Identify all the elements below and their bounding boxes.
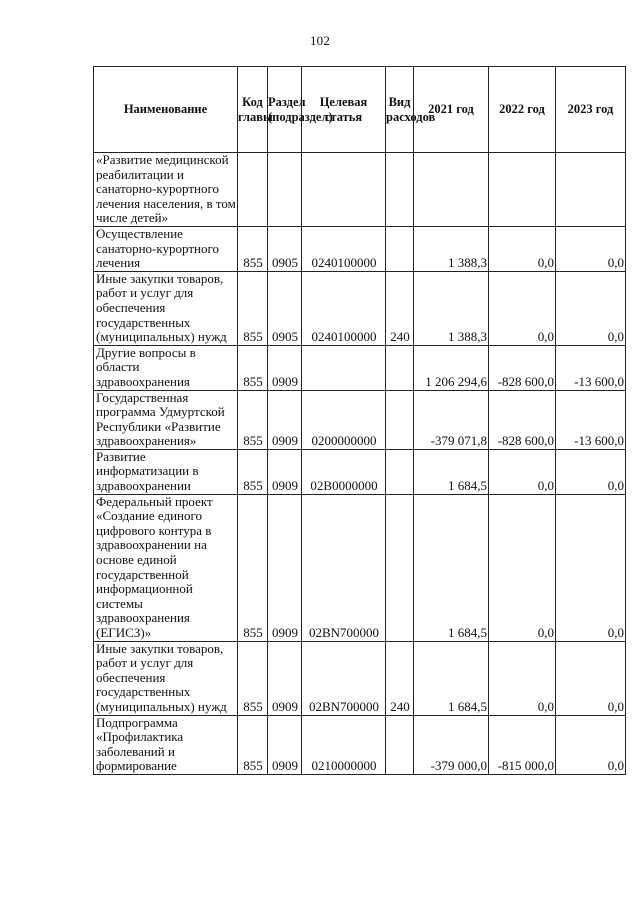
row-section: 0909 xyxy=(268,715,302,774)
header-section: Раздел (подраздел) xyxy=(268,67,302,153)
row-code: 855 xyxy=(238,494,268,641)
row-type xyxy=(386,390,414,449)
row-code: 855 xyxy=(238,271,268,345)
table-row xyxy=(94,449,626,494)
row-2022: 0,0 xyxy=(489,641,556,715)
row-2022: 0,0 xyxy=(489,271,556,345)
row-section: 0909 xyxy=(268,345,302,390)
row-code: 855 xyxy=(238,390,268,449)
row-target: 0240100000 xyxy=(302,226,386,271)
row-target: 0200000000 xyxy=(302,390,386,449)
row-2022: -828 600,0 xyxy=(489,345,556,390)
table-row xyxy=(94,345,626,390)
header-target: Целевая статья xyxy=(302,67,386,153)
row-section: 0909 xyxy=(268,390,302,449)
row-target: 02BN700000 xyxy=(302,641,386,715)
table-row xyxy=(94,390,626,449)
row-section: 0905 xyxy=(268,271,302,345)
row-code: 855 xyxy=(238,226,268,271)
row-2021: -379 071,8 xyxy=(414,390,489,449)
table-row xyxy=(94,226,626,271)
row-name: Осуществление санаторно-курортного лечения xyxy=(94,226,238,271)
row-type xyxy=(386,226,414,271)
row-2023: 0,0 xyxy=(556,641,626,715)
row-type xyxy=(386,153,414,227)
table-row xyxy=(94,271,626,345)
row-section: 0909 xyxy=(268,494,302,641)
row-target: 0240100000 xyxy=(302,271,386,345)
row-name: Подпрограмма «Профилактика заболеваний и формирование xyxy=(94,715,238,774)
row-2021: -379 000,0 xyxy=(414,715,489,774)
header-2023: 2023 год xyxy=(556,67,626,153)
row-type xyxy=(386,345,414,390)
row-2022 xyxy=(489,153,556,227)
table-row xyxy=(94,641,626,715)
row-2021: 1 684,5 xyxy=(414,449,489,494)
row-section: 0909 xyxy=(268,449,302,494)
row-name: Федеральный проект «Создание единого цифрового контура в здравоохранении на основе единой государственной информационной системы здравоохранения (ЕГИСЗ)» xyxy=(94,494,238,641)
row-type xyxy=(386,449,414,494)
row-2023: 0,0 xyxy=(556,271,626,345)
row-2023: 0,0 xyxy=(556,494,626,641)
page-number: 102 xyxy=(309,33,331,48)
header-2021: 2021 год xyxy=(414,67,489,153)
header-name: Наименование xyxy=(94,67,238,153)
row-target: 02B0000000 xyxy=(302,449,386,494)
row-type: 240 xyxy=(386,641,414,715)
row-2021: 1 388,3 xyxy=(414,226,489,271)
row-2022: 0,0 xyxy=(489,226,556,271)
row-2021: 1 206 294,6 xyxy=(414,345,489,390)
header-type: Вид расходов xyxy=(386,67,414,153)
header-2022: 2022 год xyxy=(489,67,556,153)
row-type xyxy=(386,494,414,641)
table-row xyxy=(94,715,626,774)
row-2022: -815 000,0 xyxy=(489,715,556,774)
budget-table xyxy=(93,66,626,775)
row-2023: 0,0 xyxy=(556,226,626,271)
row-2022: 0,0 xyxy=(489,449,556,494)
row-name: Иные закупки товаров, работ и услуг для обеспечения государственных (муниципальных) нужд xyxy=(94,271,238,345)
row-2023: 0,0 xyxy=(556,715,626,774)
row-2022: 0,0 xyxy=(489,494,556,641)
row-type xyxy=(386,715,414,774)
row-code xyxy=(238,153,268,227)
row-2021 xyxy=(414,153,489,227)
row-code: 855 xyxy=(238,641,268,715)
row-name: Развитие информатизации в здравоохранении xyxy=(94,449,238,494)
row-code: 855 xyxy=(238,715,268,774)
row-section: 0909 xyxy=(268,641,302,715)
row-type: 240 xyxy=(386,271,414,345)
row-name: Государственная программа Удмуртской Республики «Развитие здравоохранения» xyxy=(94,390,238,449)
row-2022: -828 600,0 xyxy=(489,390,556,449)
row-section xyxy=(268,153,302,227)
row-code: 855 xyxy=(238,449,268,494)
row-code: 855 xyxy=(238,345,268,390)
table-header-row xyxy=(94,67,626,153)
row-2021: 1 684,5 xyxy=(414,641,489,715)
row-name: Другие вопросы в области здравоохранения xyxy=(94,345,238,390)
row-2021: 1 388,3 xyxy=(414,271,489,345)
row-name: Иные закупки товаров, работ и услуг для обеспечения государственных (муниципальных) нужд xyxy=(94,641,238,715)
row-target xyxy=(302,345,386,390)
row-target xyxy=(302,153,386,227)
row-2023 xyxy=(556,153,626,227)
table-row xyxy=(94,153,626,227)
row-target: 02BN700000 xyxy=(302,494,386,641)
row-name: «Развитие медицинской реабилитации и санаторно-курортного лечения населения, в том числе детей» xyxy=(94,153,238,227)
row-2023: -13 600,0 xyxy=(556,390,626,449)
row-2023: -13 600,0 xyxy=(556,345,626,390)
row-target: 0210000000 xyxy=(302,715,386,774)
row-2023: 0,0 xyxy=(556,449,626,494)
header-code: Код главы xyxy=(238,67,268,153)
row-section: 0905 xyxy=(268,226,302,271)
table-row xyxy=(94,494,626,641)
row-2021: 1 684,5 xyxy=(414,494,489,641)
